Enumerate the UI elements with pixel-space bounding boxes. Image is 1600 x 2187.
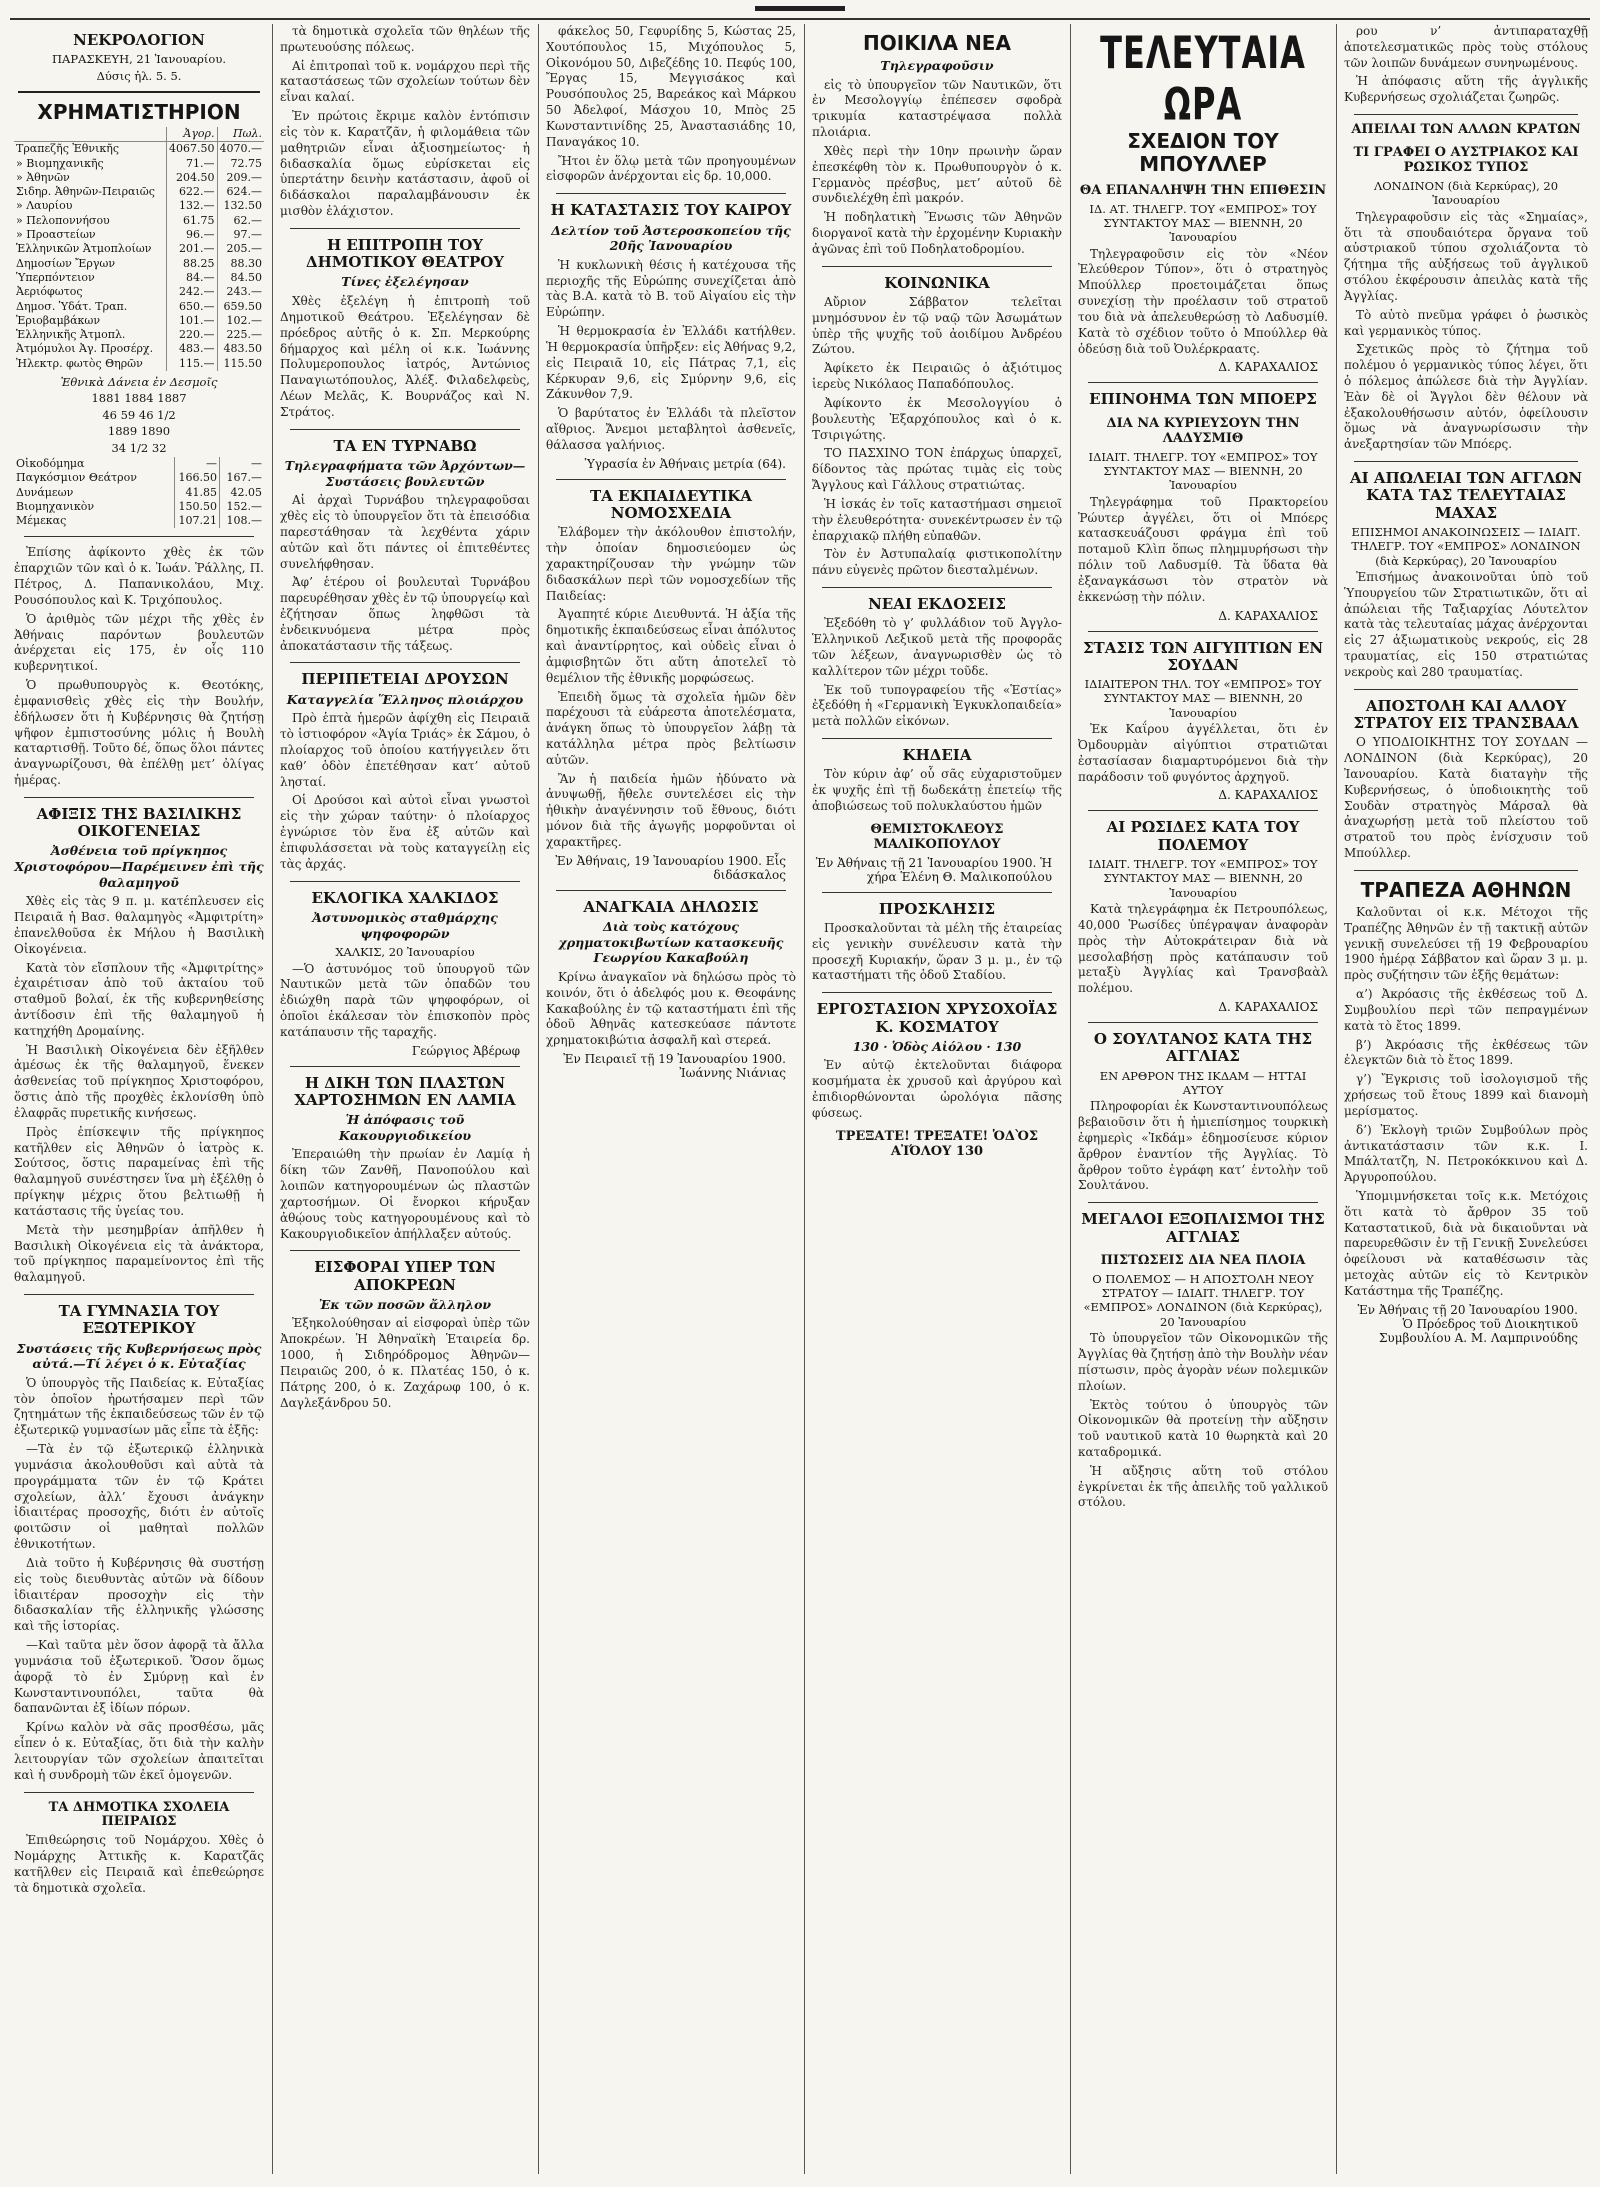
stock-price: 167.—	[220, 471, 265, 485]
stock-price: 622.—	[167, 185, 218, 199]
signature: Ἐν Ἀθήναις τῇ 21 Ἰανουαρίου 1900. Ἡ χήρα Ἑλένη Θ. Μαλικοπούλου	[815, 855, 1052, 884]
stock-price: 88.25	[167, 257, 218, 271]
article-title: ΣΧΕΔΙΟΝ ΤΟΥ ΜΠΟΥΛΛΕΡ	[1127, 128, 1279, 176]
dateline: ΕΠΙΣΗΜΟΙ ΑΝΑΚΟΙΝΩΣΕΙΣ — ΙΔΙΑΙΤ. ΤΗΛΕΓΡ. ΤΟΥ «ΕΜΠΡΟΣ» ΛΟΝΔΙΝΟΝ (διὰ Κερκύρας), 20 Ἰανουαρίου	[1351, 524, 1581, 568]
exchange-table-2	[14, 457, 264, 528]
advert-slogan: ΤΡΕΞΑΤΕ! ΤΡΕΞΑΤΕ! ὉΔῸΣ ΑἸΌΛΟΥ 130	[835, 1128, 1039, 1159]
article-subtitle: Τηλεγραφήματα τῶν Ἀρχόντων—Συστάσεις βουλευτῶν	[284, 457, 526, 489]
stock-price: 88.30	[217, 257, 264, 271]
stock-price: 42.05	[220, 486, 265, 500]
article-title: ΑΦΙΞΙΣ ΤΗΣ ΒΑΣΙΛΙΚΗΣ ΟΙΚΟΓΕΝΕΙΑΣ	[36, 804, 242, 841]
article-title: ΑΙ ΡΩΣΙΔΕΣ ΚΑΤΑ ΤΟΥ ΠΟΛΕΜΟΥ	[1106, 818, 1300, 854]
signature: Ὑγρασία ἐν Ἀθήναις μετρία (64).	[584, 456, 786, 471]
signature: Ἐν Ἀθήναις τῇ 20 Ἰανουαρίου 1900. Ὁ Πρόεδρος τοῦ Διοικητικοῦ Συμβουλίου Α. Μ. Λαμπρινούδης	[1357, 1302, 1578, 1345]
article-title: ΤΡΑΠΕΖΑ ΑΘΗΝΩΝ	[1360, 877, 1572, 902]
stock-price: 62.—	[217, 214, 264, 228]
signature: Ἐν Πειραιεῖ τῇ 19 Ἰανουαρίου 1900. Ἰωάννης Νιάνιας	[563, 1052, 786, 1081]
signature: Δ. ΚΑΡΑΧΑΛΙΟΣ	[1218, 788, 1318, 803]
stock-price: 72.75	[217, 157, 264, 171]
table-row	[14, 185, 264, 199]
article-title: ΤΑ ΔΗΜΟΤΙΚΑ ΣΧΟΛΕΙΑ ΠΕΙΡΑΙΩΣ	[48, 1799, 230, 1830]
stock-name: Ἠλεκτρ. φωτὸς Θηρῶν	[16, 356, 143, 370]
header-ornament	[755, 6, 845, 11]
loans-line: 46 59 46 1/2	[102, 407, 176, 422]
article-subtitle: ΤΙ ΓΡΑΦΕΙ Ο ΑΥΣΤΡΙΑΚΟΣ ΚΑΙ ΡΩΣΙΚΟΣ ΤΥΠΟΣ	[1353, 145, 1579, 176]
dateline: ΙΔΙΑΙΤ. ΤΗΛΕΓΡ. ΤΟΥ «ΕΜΠΡΟΣ» ΤΟΥ ΣΥΝΤΑΚΤΟΥ ΜΑΣ — ΒΙΕΝΝΗ, 20 Ἰανουαρίου	[1088, 856, 1318, 900]
column-4: ΠΟΙΚΙΛΑ ΝΕΑ Τηλεγραφοῦσιν εἰς τὸ ὑπουργεῖον τῶν Ναυτικῶν, ὅτι ἐν Μεσολογγίῳ ἐπέπεσεν σφοδρὰ τρικυμία καταστρέψασα πολλὰ πλοιάρια. Χθὲς περὶ τὴν 10ην πρωινὴν ὥραν ἐπεσκέφθη τὸν κ. Πρωθυπουργὸν ὁ κ. Γερμανὸς πρέσβυς, μετ’ αὐτοῦ δὲ συνδιελέχθη ἐπὶ μακρόν. Ἡ ποδηλατικὴ Ἕνωσις τῶν Ἀθηνῶν διοργανοῖ κατὰ τὴν ἐρχομένην Κυριακὴν ἀγῶνας ἐπὶ τοῦ Ποδηλατοδρομίου. ΚΟΙΝΩΝΙΚΑ Αὔριον Σάββατον τελεῖται μνημόσυνον ἐν τῷ ναῷ τῶν Ἀσωμάτων ὑπὲρ τῆς ψυχῆς τοῦ ἀοιδίμου Ἀνδρέου Ζώτου. Ἀφίκετο ἐκ Πειραιῶς ὁ ἀξιότιμος ἱερεὺς Νικόλαος Παπαδόπουλος. Ἀφίκοντο ἐκ Μεσολογγίου ὁ βουλευτὴς Ἐξαρχόπουλος καὶ ὁ κ. Τσιριγώτης. ΤΟ ΠΑΣΧΙΝΟ ΤΟΝ ἐπάρχως ὑπαρχεῖ, δίδοντος τὰς πρώτας τιμὰς εἰς τοὺς Ἄγγλους καὶ Γάλλους στρατιώτας. Ἡ ἰσκάς ἐν τοῖς καταστήμασι σημειοῖ τὴν ἐλευθερότητα· συνεκέντρωσεν ἐν τῷ ἐπαρχιακῷ πλήθη εὐπαθῶν. Τὸν ἐν Ἀστυπαλαίᾳ φιστικοπολίτην πάνυ εὐγενὲς πρῶτον διεσταλμένων. ΝΕΑΙ ΕΚΔΟΣΕΙΣ Ἐξεδόθη τὸ γ’ φυλλάδιον τοῦ Ἀγγλο-Ἑλληνικοῦ Λεξικοῦ μετὰ τῆς προφορᾶς τῶν λέξεων, ἀναγνωρισθὲν ὡς τὸ καλλίτερον τῶν μέχρι τοῦδε. Ἐκ τοῦ τυπογραφείου τῆς «Ἑστίας» ἐξεδόθη ἡ «Γερμανικὴ Ἐγκυκλοπαιδεία» μετὰ πολλῶν εἰκόνων. ΚΗΔΕΙΑ Τὸν κύριν ἀφ’ οὗ σᾶς εὐχαριστοῦμεν ἐκ ψυχῆς ἐπὶ τῇ δωδεκάτῃ ἐπετείῳ τῆς ἀποβιώσεως τοῦ πολυκλαύστου ἡμῶν ΘΕΜΙΣΤΟΚΛΕΟΥΣ ΜΑΛΙΚΟΠΟΥΛΟΥ Ἐν Ἀθήναις τῇ 21 Ἰανουαρίου 1900. Ἡ χήρα Ἑλένη Θ. Μαλικοπούλου ΠΡΟΣΚΛΗΣΙΣ Προσκαλοῦνται τὰ μέλη τῆς ἑταιρείας εἰς γενικὴν συνέλευσιν κατὰ τὴν προσεχῆ Κυριακήν, ὥραν 3 μ. μ., ἐν τῷ καταστήματι τῆς ὁδοῦ Σταδίου. ΕΡΓΟΣΤΑΣΙΟΝ ΧΡΥΣΟΧΟΪΑΣ Κ. ΚΟΣΜΑΤΟΥ 130 · Ὁδὸς Αἰόλου · 130 Ἐν αὐτῷ ἐκτελοῦνται διάφορα κοσμήματα ἐκ χρυσοῦ καὶ ἀργύρου καὶ ἐπιδιορθώνονται ὡρολόγια πᾶσης φύσεως. ΤΡΕΞΑΤΕ! ΤΡΕΞΑΤΕ! ὉΔῸΣ ΑἸΌΛΟΥ 130	[812, 31, 1062, 1159]
stock-price: 650.—	[167, 300, 218, 314]
article-subtitle: Ἡ ἀπόφασις τοῦ Κακουργιοδικείου	[338, 1112, 472, 1143]
table-row	[14, 314, 264, 328]
exchange-table	[14, 127, 264, 371]
table-row	[14, 271, 264, 285]
article-subtitle: Καταγγελία Ἕλληνος πλοιάρχου	[286, 691, 524, 707]
stock-price: 84.—	[167, 271, 218, 285]
table-row	[14, 342, 264, 356]
article-title: ΑΠΕΙΛΑΙ ΤΩΝ ΑΛΛΩΝ ΚΡΑΤΩΝ	[1351, 122, 1581, 138]
table-row	[14, 514, 264, 528]
dateline: ΙΔ. ΑΤ. ΤΗΛΕΓΡ. ΤΟΥ «ΕΜΠΡΟΣ» ΤΟΥ ΣΥΝΤΑΚΤΟΥ ΜΑΣ — ΒΙΕΝΝΗ, 20 Ἰανουαρίου	[1089, 201, 1317, 245]
stock-name: Ἑλληνικῶν Ἀτμοπλοίων	[16, 242, 152, 256]
article-title: ΜΕΓΑΛΟΙ ΕΞΟΠΛΙΣΜΟΙ ΤΗΣ ΑΓΓΛΙΑΣ	[1081, 1210, 1325, 1246]
column-6: ρου ν’ ἀντιπαραταχθῇ ἀποτελεσματικῶς πρὸς τοὺς στόλους τῶν λοιπῶν δυνάμεων συνηνωμένους. Ἡ ἀπόφασις αὕτη τῆς ἀγγλικῆς Κυβερνήσεως σχολιάζεται ζωηρῶς. ΑΠΕΙΛΑΙ ΤΩΝ ΑΛΛΩΝ ΚΡΑΤΩΝ ΤΙ ΓΡΑΦΕΙ Ο ΑΥΣΤΡΙΑΚΟΣ ΚΑΙ ΡΩΣΙΚΟΣ ΤΥΠΟΣ ΛΟΝΔΙΝΟΝ (διὰ Κερκύρας), 20 Ἰανουαρίου Τηλεγραφοῦσιν εἰς τὰς «Σημαίας», ὅτι τὰ σπουδαιότερα ὄργανα τοῦ αὐστριακοῦ τύπου σχολιάζοντα τὸ ζήτημα τῆς αὐξήσεως τοῦ ἀγγλικοῦ στόλου ἐκφέρουσιν ἀπειλὰς κατὰ τῆς Ἀγγλίας. Τὸ αὐτὸ πνεῦμα γράφει ὁ ῥωσικὸς καὶ γερμανικὸς τύπος. Σχετικῶς πρὸς τὸ ζήτημα τοῦ πολέμου ὁ γερμανικὸς τύπος λέγει, ὅτι ὁ πόλεμος ἀπώλεσε διὰ τὴν Ἀγγλίαν. Ἐὰν δὲ οἱ Ἄγγλοι δὲν θέλουν νὰ ἐξακολουθήσωσιν αὐτόν, ὀφείλουσιν ὅμως νὰ ἀναγνωρίσωσιν τὴν ἀνεξαρτησίαν τῶν Μπόερς. ΑΙ ΑΠΩΛΕΙΑΙ ΤΩΝ ΑΓΓΛΩΝ ΚΑΤΑ ΤΑΣ ΤΕΛΕΥΤΑΙΑΣ ΜΑΧΑΣ ΕΠΙΣΗΜΟΙ ΑΝΑΚΟΙΝΩΣΕΙΣ — ΙΔΙΑΙΤ. ΤΗΛΕΓΡ. ΤΟΥ «ΕΜΠΡΟΣ» ΛΟΝΔΙΝΟΝ (διὰ Κερκύρας), 20 Ἰανουαρίου Ἐπισήμως ἀνακοινοῦται ὑπὸ τοῦ Ὑπουργείου τῶν Στρατιωτικῶν, ὅτι αἱ ἀπώλειαι τῆς Ταξιαρχίας Λόυτελτον κατὰ τὰς τελευταίας μάχας ἀνέρχονται εἰς 27 ἀξιωματικοὺς νεκρούς, εἰς 28 τραυματίας, εἰς 150 στρατιώτας νεκροὺς καὶ 280 τραυματίας. ΑΠΟΣΤΟΛΗ ΚΑΙ ΑΛΛΟΥ ΣΤΡΑΤΟΥ ΕΙΣ ΤΡΑΝΣΒΑΑΛ Ο ΥΠΟΔΙΟΙΚΗΤΗΣ ΤΟΥ ΣΟΥΔΑΝ — ΛΟΝΔΙΝΟΝ (διὰ Κερκύρας), 20 Ἰανουαρίου. Κατὰ διαταγὴν τῆς Κυβερνήσεως, ὁ ὑποδιοικητὴς τοῦ Σουδὰν στρατηγὸς Μάρσαλ θὰ ἀναχωρήσῃ μετὰ τοῦ πλείστου τοῦ στρατοῦ του πρὸς ἐνίσχυσιν τοῦ Μπούλλερ. ΤΡΑΠΕΖΑ ΑΘΗΝΩΝ Καλοῦνται οἱ κ.κ. Μέτοχοι τῆς Τραπέζης Ἀθηνῶν ἐν τῇ τακτικῇ αὐτῶν γενικῇ συνελεύσει τῇ 19 Φεβρουαρίου 1900 ἡμέρᾳ Σάββατον καὶ ὥραν 3 μ. μ. πρὸς συζήτησιν τῶν ἑξῆς θεμάτων: α’) Ἀκρόασις τῆς ἐκθέσεως τοῦ Δ. Συμβουλίου περὶ τῶν πεπραγμένων κατὰ τὸ ἔτος 1899. β’) Ἀκρόασις τῆς ἐκθέσεως τῶν ἐλεγκτῶν διὰ τὸ ἔτος 1899. γ’) Ἔγκρισις τοῦ ἰσολογισμοῦ τῆς χρήσεως τοῦ ἔτους 1899 καὶ διανομὴ μερίσματος. δ’) Ἐκλογὴ τριῶν Συμβούλων πρὸς ἀντικατάστασιν τῶν κ.κ. Ι. Μπάλτατζη, Ν. Πετροκόκκινου καὶ Δ. Ἀργυροπούλου. Ὑπομιμνήσκεται τοῖς κ.κ. Μετόχοις ὅτι κατὰ τὸ ἄρθρον 35 τοῦ Καταστατικοῦ, διὰ νὰ δικαιοῦνται νὰ παρευρεθῶσιν ἐν τῇ Γενικῇ Συνελεύσει ὀφείλουσι νὰ καταθέσωσιν τὰς μετοχὰς αὐτῶν εἰς τὸ Κεντρικὸν Κατάστημα τῆς Τραπέζης. Ἐν Ἀθήναις τῇ 20 Ἰανουαρίου 1900. Ὁ Πρόεδρος τοῦ Διοικητικοῦ Συμβουλίου Α. Μ. Λαμπρινούδης	[1344, 24, 1588, 1345]
exchange-title: ΧΡΗΜΑΤΙΣΤΗΡΙΟΝ	[37, 100, 241, 124]
stock-price: 115.50	[217, 357, 264, 371]
stock-name: » Ἀθηνῶν	[16, 170, 70, 184]
stock-price: 659.50	[217, 300, 264, 314]
dateline: ΙΔΙΑΙΤΕΡΟΝ ΤΗΛ. ΤΟΥ «ΕΜΠΡΟΣ» ΤΟΥ ΣΥΝΤΑΚΤΟΥ ΜΑΣ — ΒΙΕΝΝΗ, 20 Ἰανουαρίου	[1084, 677, 1322, 720]
table-row	[14, 257, 264, 271]
stock-name: » Βιομηχανικῆς	[16, 156, 104, 170]
stock-price: 242.—	[167, 285, 218, 299]
date-line: ΠΑΡΑΣΚΕΥΗ, 21 Ἰανουαρίου.	[52, 52, 226, 67]
table-row	[14, 199, 264, 213]
dateline: ΙΔΙΑΙΤ. ΤΗΛΕΓΡ. ΤΟΥ «ΕΜΠΡΟΣ» ΤΟΥ ΣΥΝΤΑΚΤΟΥ ΜΑΣ — ΒΙΕΝΝΗ, 20 Ἰανουαρίου	[1088, 449, 1318, 493]
stock-price: 201.—	[167, 242, 218, 256]
stock-name: Σιδηρ. Ἀθηνῶν-Πειραιῶς	[16, 185, 155, 199]
deceased-name: ΘΕΜΙΣΤΟΚΛΕΟΥΣ ΜΑΛΙΚΟΠΟΥΛΟΥ	[870, 821, 1004, 852]
article-subtitle: Ἀσθένεια τοῦ πρίγκηπος Χριστοφόρου—Παρέμεινεν ἐπὶ τῆς θαλαμηγοῦ	[14, 843, 264, 890]
article-title: Η ΕΠΙΤΡΟΠΗ ΤΟΥ ΔΗΜΟΤΙΚΟΥ ΘΕΑΤΡΟΥ	[305, 235, 505, 272]
loans-title: Ἐθνικὰ Δάνεια ἐν Δεσμοῖς	[60, 375, 218, 390]
column-2: τὰ δημοτικὰ σχολεῖα τῶν θηλέων τῆς πρωτευούσης πόλεως. Αἱ ἐπιτροπαὶ τοῦ κ. νομάρχου περὶ τῆς καταστάσεως τῶν σχολείων τούτων δὲν εἶναι καλαί. Ἐν πρώτοις ἔκριμε καλὸν ἐντόπισιν εἰς τὸν κ. Καρατζᾶν, ἡ φιλομάθεια τῶν μαθητριῶν εἶναι ἀξιοσημείωτος· ἡ διδασκαλία ὅμως εὐρίσκεται εἰς ὑπερτάτην δεινὴν κατάστασιν, ἀφοῦ οἱ διδάσκαλοι παραλαμβάνουσιν ἐκ μισθὸν ἐλάχιστον. Η ΕΠΙΤΡΟΠΗ ΤΟΥ ΔΗΜΟΤΙΚΟΥ ΘΕΑΤΡΟΥ Τίνες ἐξελέγησαν Χθὲς ἐξελέγη ἡ ἐπιτροπὴ τοῦ Δημοτικοῦ Θεάτρου. Ἐξελέγησαν δὲ πρόεδρος αὐτῆς ὁ κ. Σπ. Μερκούρης δήμαρχος καὶ μέλη οἱ κ.κ. Ἰωάννης Πολυμεροπουλος ἰατρός, Ἀντώνιος Παναγιωτόπουλος, Ἀλέξ. Φιλαδελφεὺς, Λέων Μελᾶς, Κ. Βουρνάζος καὶ Ν. Στράτος. ΤΑ ΕΝ ΤΥΡΝΑΒΩ Τηλεγραφήματα τῶν Ἀρχόντων—Συστάσεις βουλευτῶν Αἱ ἀρχαὶ Τυρνάβου τηλεγραφοῦσαι χθὲς εἰς τὸ ὑπουργεῖον ὅτι τὰ ἐπεισόδια παρεστάθησαν τὰ λεχθέντα χάριν αὐτῶν καὶ ὅτι πάντες οἱ ἐπιτεθέντες συνελήφθησαν. Ἀφ’ ἑτέρου οἱ βουλευταὶ Τυρνάβου παρευρέθησαν χθὲς ἐν τῷ ὑπουργείῳ καὶ ἐζήτησαν ὅπως ληφθῶσι τὰ ἐνδεικνυόμενα μέτρα πρὸς ἀποκατάστασιν τῆς τάξεως. ΠΕΡΙΠΕΤΕΙΑΙ ΔΡΟΥΣΩΝ Καταγγελία Ἕλληνος πλοιάρχου Πρὸ ἑπτὰ ἡμερῶν ἀφίχθη εἰς Πειραιᾶ τὸ ἱστιοφόρον «Ἁγία Τριάς» ἐκ Σάμου, ὁ πλοίαρχος τοῦ ὁποίου κατήγγειλεν ὅτι καθ’ ὁδὸν ἐπετέθησαν κατ’ αὐτοῦ λησταί. Οἱ Δρούσοι καὶ αὐτοὶ εἶναι γνωστοὶ εἰς τὴν χώραν ταύτην· ὁ πλοίαρχος ἐγνώρισε τὸν ἕνα ἐξ αὐτῶν καὶ ἐπιφυλάσσεται νὰ τοὺς καταγγείλῃ εἰς τὰς ἀρχάς. ΕΚΛΟΓΙΚΑ ΧΑΛΚΙΔΟΣ Ἀστυνομικὸς σταθμάρχης ψηφοφορῶν ΧΑΛΚΙΣ, 20 Ἰανουαρίου —Ὁ ἀστυνόμος τοῦ ὑπουργοῦ τῶν Ναυτικῶν μετὰ τῶν ὀπαδῶν του ἐδιώχθη παρὰ τῶν ψηφοφόρων, οἱ ὁποῖοι ἐκάλεσαν τὸν ἐπισκοπὸν πρὸς κατάπαυσιν τῆς ταραχῆς. Γεώργιος Ἀβέρωφ Η ΔΙΚΗ ΤΩΝ ΠΛΑΣΤΩΝ ΧΑΡΤΟΣΗΜΩΝ ΕΝ ΛΑΜΙΑ Ἡ ἀπόφασις τοῦ Κακουργιοδικείου Ἐπεραιώθη τὴν πρωίαν ἐν Λαμίᾳ ἡ δίκη τῶν Ζανθῆ, Πανοπούλου καὶ λοιπῶν κατηγορουμένων ὡς πλαστῶν χαρτοσήμων. Οἱ ἔνορκοι κήρυξαν ἀθῴους τοὺς κατηγορουμένους καὶ τὸ Κακουργιοδικεῖον ἀπήλλαξεν αὐτούς. ΕΙΣΦΟΡΑΙ ΥΠΕΡ ΤΩΝ ΑΠΟΚΡΕΩΝ Ἐκ τῶν ποσῶν ἄλληλον Ἐξηκολούθησαν αἱ εἰσφοραὶ ὑπὲρ τῶν Ἀποκρέων. Ἡ Ἀθηναϊκὴ Ἑταιρεία δρ. 1000, ἡ Σιδηρόδρομος Ἀθηνῶν—Πειραιῶς 200, ὁ κ. Πλατέας 150, ὁ κ. Πάτρης 200, ὁ κ. Ζαχάρωφ 100, ὁ κ. Δαγλεξάνδρου 50.	[280, 24, 530, 1410]
stock-name: Ὑπερπόντειον	[16, 270, 95, 284]
signature: Δ. ΚΑΡΑΧΑΛΙΟΣ	[1218, 360, 1318, 375]
signature: Δ. ΚΑΡΑΧΑΛΙΟΣ	[1218, 1000, 1318, 1015]
stock-price: 4067.50	[167, 142, 218, 157]
stock-price: 483.50	[217, 342, 264, 356]
table-row	[14, 300, 264, 314]
stock-name: » Προαστείων	[16, 228, 96, 242]
article-title: Ο ΣΟΥΛΤΑΝΟΣ ΚΑΤΑ ΤΗΣ ΑΓΓΛΙΑΣ	[1093, 1030, 1313, 1066]
stock-name: Μέμεκας	[16, 514, 67, 528]
table-row	[14, 357, 264, 371]
stock-price: 84.50	[217, 271, 264, 285]
article-subtitle: ΠΙΣΤΩΣΕΙΣ ΔΙΑ ΝΕΑ ΠΛΟΙΑ	[1100, 1252, 1306, 1268]
stock-price: 61.75	[167, 214, 218, 228]
table-row	[14, 457, 264, 471]
article-title: ΤΑ ΕΚΠΑΙΔΕΥΤΙΚΑ ΝΟΜΟΣΧΕΔΙΑ	[590, 486, 752, 522]
table-header-row: Ἀγορ. Πωλ.	[14, 127, 264, 142]
table-row	[14, 500, 264, 514]
article-title: ΤΑ ΕΝ ΤΥΡΝΑΒΩ	[333, 436, 477, 455]
stock-name: Δυνάμεων	[16, 485, 74, 499]
table-row	[14, 228, 264, 242]
stock-name: Δημοσίων Ἔργων	[16, 256, 116, 270]
article-subtitle: Δελτίον τοῦ Ἀστεροσκοπείου τῆς 20ῆς Ἰανουαρίου	[551, 222, 791, 254]
table-row	[14, 328, 264, 342]
stock-price: 624.—	[217, 185, 264, 199]
stock-price: 152.—	[220, 500, 265, 514]
column-5: ΤΕΛΕΥΤΑΙΑ ΩΡΑ ΣΧΕΔΙΟΝ ΤΟΥ ΜΠΟΥΛΛΕΡ ΘΑ ΕΠΑΝΑΛΗΨΗ ΤΗΝ ΕΠΙΘΕΣΙΝ ΙΔ. ΑΤ. ΤΗΛΕΓΡ. ΤΟΥ «ΕΜΠΡΟΣ» ΤΟΥ ΣΥΝΤΑΚΤΟΥ ΜΑΣ — ΒΙΕΝΝΗ, 20 Ἰανουαρίου Τηλεγραφοῦσιν εἰς τὸν «Νέον Ἐλεύθερον Τύπον», ὅτι ὁ στρατηγὸς Μπούλλερ προετοιμάζεται ὅπως συνεχίσῃ τὴν προέλασιν τοῦ στρατοῦ του διὰ νὰ ἀπελευθερώσῃ τὸ Λαδυσμίθ. Κατὰ τὸ σχέδιον τοῦτο ὁ Μπούλλερ θὰ ὁδεύσῃ διὰ τοῦ Ὀυλέρκραατς. Δ. ΚΑΡΑΧΑΛΙΟΣ ΕΠΙΝΟΗΜΑ ΤΩΝ ΜΠΟΕΡΣ ΔΙΑ ΝΑ ΚΥΡΙΕΥΣΟΥΝ ΤΗΝ ΛΑΔΥΣΜΙΘ ΙΔΙΑΙΤ. ΤΗΛΕΓΡ. ΤΟΥ «ΕΜΠΡΟΣ» ΤΟΥ ΣΥΝΤΑΚΤΟΥ ΜΑΣ — ΒΙΕΝΝΗ, 20 Ἰανουαρίου Τηλεγράφημα τοῦ Πρακτορείου Ῥώυτερ ἀγγέλει, ὅτι οἱ Μπόερς κατασκευάζουσι φράγμα ἐπὶ τοῦ ποταμοῦ Κλὶπ ὅπως πλημμυρήσωσι τὴν πόλιν τοῦ Λαδυσμίθ. Τὰ ὕδατα θὰ ἐξαναγκάσωσι τὸν στρατὸν νὰ ἐκκενώσῃ τὴν πόλιν. Δ. ΚΑΡΑΧΑΛΙΟΣ ΣΤΑΣΙΣ ΤΩΝ ΑΙΓΥΠΤΙΩΝ ΕΝ ΣΟΥΔΑΝ ΙΔΙΑΙΤΕΡΟΝ ΤΗΛ. ΤΟΥ «ΕΜΠΡΟΣ» ΤΟΥ ΣΥΝΤΑΚΤΟΥ ΜΑΣ — ΒΙΕΝΝΗ, 20 Ἰανουαρίου Ἐκ Καΐρου ἀγγέλλεται, ὅτι ἐν Ὀμδουρμὰν αἰγύπτιοι στρατιῶται ἐστασίασαν διαμαρτυρόμενοι διὰ τὴν παράδοσιν τοῦ φυγόντος ἀρχηγοῦ. Δ. ΚΑΡΑΧΑΛΙΟΣ ΑΙ ΡΩΣΙΔΕΣ ΚΑΤΑ ΤΟΥ ΠΟΛΕΜΟΥ ΙΔΙΑΙΤ. ΤΗΛΕΓΡ. ΤΟΥ «ΕΜΠΡΟΣ» ΤΟΥ ΣΥΝΤΑΚΤΟΥ ΜΑΣ — ΒΙΕΝΝΗ, 20 Ἰανουαρίου Κατὰ τηλεγράφημα ἐκ Πετρουπόλεως, 40,000 Ῥωσίδες ὑπέγραψαν ἀναφορὰν πρὸς τὴν Αὐτοκράτειραν διὰ νὰ μεσολαβήσῃ πρὸς κατάπαυσιν τοῦ μεταξὺ Ἀγγλίας καὶ Τρανσβαὰλ πολέμου. Δ. ΚΑΡΑΧΑΛΙΟΣ Ο ΣΟΥΛΤΑΝΟΣ ΚΑΤΑ ΤΗΣ ΑΓΓΛΙΑΣ ΕΝ ΑΡΘΡΟΝ ΤΗΣ ΙΚΔΑΜ — ΗΤΤΑΙ ΑΥΤΟΥ Πληροφορίαι ἐκ Κωνσταντινουπόλεως βεβαιοῦσιν ὅτι ἡ ἡμιεπίσημος τουρκικὴ ἐφημερὶς «Ἰκδάμ» ἐδημοσίευσε κύριον ἄρθρον ἐναντίον τῆς Ἀγγλίας. Τὸ ἄρθρον τοῦτο ἐγράφη κατ’ ἐντολὴν τοῦ Σουλτάνου. ΜΕΓΑΛΟΙ ΕΞΟΠΛΙΣΜΟΙ ΤΗΣ ΑΓΓΛΙΑΣ ΠΙΣΤΩΣΕΙΣ ΔΙΑ ΝΕΑ ΠΛΟΙΑ Ο ΠΟΛΕΜΟΣ — Η ΑΠΟΣΤΟΛΗ ΝΕΟΥ ΣΤΡΑΤΟΥ — ΙΔΙΑΙΤ. ΤΗΛΕΓΡ. ΤΟΥ «ΕΜΠΡΟΣ» ΛΟΝΔΙΝΟΝ (διὰ Κερκύρας), 20 Ἰανουαρίου Τὸ ὑπουργεῖον τῶν Οἰκονομικῶν τῆς Ἀγγλίας θὰ ζητήσῃ ἀπὸ τὴν Βουλὴν νέαν πίστωσιν, πρὸς ἀγορὰν νέων πολεμικῶν πλοίων. Ἐκτὸς τούτου ὁ ὑπουργὸς τῶν Οἰκονομικῶν θὰ προτείνῃ τὴν αὔξησιν τοῦ ναυτικοῦ κατὰ 10 θωρηκτὰ καὶ 20 καταδρομικά. Ἡ αὔξησις αὕτη τοῦ στόλου ἐγκρίνεται ἐκ τῆς ἀπειλῆς τοῦ γαλλικοῦ στόλου.	[1078, 25, 1328, 1510]
stock-price: —	[175, 457, 220, 471]
signature: Δ. ΚΑΡΑΧΑΛΙΟΣ	[1218, 608, 1318, 623]
stock-price: 41.85	[175, 486, 220, 500]
stock-name: Ἑλληνικῆς Ἀτμοπλ.	[16, 328, 126, 342]
stock-price: 4070.—	[217, 142, 264, 157]
dateline: Ο ΠΟΛΕΜΟΣ — Η ΑΠΟΣΤΟΛΗ ΝΕΟΥ ΣΤΡΑΤΟΥ — ΙΔΙΑΙΤ. ΤΗΛΕΓΡ. ΤΟΥ «ΕΜΠΡΟΣ» ΛΟΝΔΙΝΟΝ (διὰ Κερκύρας), 20 Ἰανουαρίου	[1083, 1271, 1323, 1329]
article-title: ΠΕΡΙΠΕΤΕΙΑΙ ΔΡΟΥΣΩΝ	[301, 670, 509, 689]
stock-price: 132.—	[167, 199, 218, 213]
last-hour-banner: ΤΕΛΕΥΤΑΙΑ ΩΡΑ	[1100, 25, 1306, 131]
article-title: ΑΙ ΑΠΩΛΕΙΑΙ ΤΩΝ ΑΓΓΛΩΝ ΚΑΤΑ ΤΑΣ ΤΕΛΕΥΤΑΙΑΣ ΜΑΧΑΣ	[1349, 469, 1583, 522]
stock-name: Τραπεζῆς Ἐθνικῆς	[16, 142, 120, 156]
stock-price: 225.—	[217, 328, 264, 342]
stock-price: 132.50	[217, 199, 264, 213]
advert-title: ΕΡΓΟΣΤΑΣΙΟΝ ΧΡΥΣΟΧΟΪΑΣ Κ. ΚΟΣΜΑΤΟΥ	[816, 1000, 1058, 1036]
article-subtitle: Συστάσεις τῆς Κυβερνήσεως πρὸς αὐτά.—Τί λέγει ὁ κ. Εὐταξίας	[16, 1340, 262, 1372]
stock-name: Βιομηχανικὸν	[16, 499, 95, 513]
table-row	[14, 157, 264, 171]
table-row	[14, 285, 264, 299]
col1-intro: Ἐπίσης ἀφίκοντο χθὲς ἐκ τῶν ἐπαρχιῶν τῶν καὶ ὁ κ. Ἰωάν. Ῥάλλης, Π. Πέτρος, Δ. Παπανικολάου, Μιχ. Ρουσόπουλος καὶ Κ. Τριχόπουλος. Ὁ ἀριθμὸς τῶν μέχρι τῆς χθὲς ἐν Ἀθήναις παρόντων βουλευτῶν ἀνέρχεται εἰς 175, ἐν οἷς 110 κυβερνητικοί. Ὁ πρωθυπουργὸς κ. Θεοτόκης, ἐμφανισθεὶς χθὲς εἰς τὴν Βουλήν, ἐδήλωσεν ὅτι ἡ Κυβέρνησις θὰ ζητήσῃ ψῆφον ἐμπιστοσύνης μόλις ἡ Βουλὴ καταρτισθῇ. Τοῦτο δέ, ὅπως ὅλοι πάντες ἀναγνωρίζουσι, θὰ ἐπέλθῃ μετ’ ὀλίγας ἡμέρας.	[14, 545, 264, 787]
article-title: ΠΡΟΣΚΛΗΣΙΣ	[878, 899, 996, 918]
table-row	[14, 471, 264, 485]
loans-line: 1889 1890	[107, 424, 171, 439]
dateline: ΛΟΝΔΙΝΟΝ (διὰ Κερκύρας), 20 Ἰανουαρίου	[1373, 178, 1559, 208]
sunset-line: Δύσις ἡλ. 5. 5.	[96, 68, 182, 83]
article-title: ΕΙΣΦΟΡΑΙ ΥΠΕΡ ΤΩΝ ΑΠΟΚΡΕΩΝ	[314, 1258, 496, 1294]
table-row	[14, 486, 264, 500]
stock-price: 102.—	[217, 314, 264, 328]
article-subtitle: Διὰ τοὺς κατόχους χρηματοκιβωτίων κατασκευῆς Γεωργίου Κακαβούλη	[558, 919, 784, 966]
stock-price: 483.—	[167, 342, 218, 356]
signature: Ἐν Ἀθήναις, 19 Ἰανουαρίου 1900. Εἷς διδάσκαλος	[555, 853, 786, 882]
stock-price: 150.50	[175, 500, 220, 514]
stock-price: 209.—	[217, 171, 264, 185]
stock-price: 220.—	[167, 328, 218, 342]
stock-name: Δημοσ. Ὑδάτ. Τραπ.	[16, 299, 128, 313]
stock-price: 204.50	[167, 171, 218, 185]
article-subtitle: ΘΑ ΕΠΑΝΑΛΗΨΗ ΤΗΝ ΕΠΙΘΕΣΙΝ	[1079, 182, 1327, 198]
article-title: Η ΔΙΚΗ ΤΩΝ ΠΛΑΣΤΩΝ ΧΑΡΤΟΣΗΜΩΝ ΕΝ ΛΑΜΙΑ	[294, 1073, 516, 1109]
article-title: ΝΕΑΙ ΕΚΔΟΣΕΙΣ	[868, 595, 1006, 614]
stock-name: Οἰκοδόμημα	[16, 456, 85, 470]
article-subtitle: Τίνες ἐξελέγησαν	[341, 274, 469, 290]
article-title: ΑΠΟΣΤΟΛΗ ΚΑΙ ΑΛΛΟΥ ΣΤΡΑΤΟΥ ΕΙΣ ΤΡΑΝΣΒΑΑΛ	[1353, 696, 1579, 733]
stock-name: Παγκόσμιον Θεάτρον	[16, 471, 137, 485]
stock-name: Ἀεριόφωτος	[16, 285, 83, 299]
signature: Γεώργιος Ἀβέρωφ	[411, 1043, 520, 1058]
advert-address: 130 · Ὁδὸς Αἰόλου · 130	[852, 1038, 1022, 1054]
stock-price: 101.—	[167, 314, 218, 328]
stock-price: 97.—	[217, 228, 264, 242]
column-3: φάκελος 50, Γεφυρίδης 5, Κώστας 25, Χουτόπουλος 15, Μιχόπουλος 5, Οἰκονόμου 50, Διβεζέδης 10. Πεφύς 100, Ἔργας 15, Μεγγισάκος καὶ Ρουσόπουλος 25, Βαρεάκος καὶ Μάρκου 50 Ἀδελφοί, Μάσχου 10, Μπὸς 25 Κωνσταντινίδης 25, Ἀναστασιάδης 10, Παναγάκος 10. Ἤτοι ἐν ὅλῳ μετὰ τῶν προηγουμένων εἰσφορῶν ἀνέρχονται εἰς δρ. 10,000. Η ΚΑΤΑΣΤΑΣΙΣ ΤΟΥ ΚΑΙΡΟΥ Δελτίον τοῦ Ἀστεροσκοπείου τῆς 20ῆς Ἰανουαρίου Ἡ κυκλωνικὴ θέσις ἡ κατέχουσα τῆς περιοχῆς τῆς Εὐρώπης συνεχίζεται ἀπὸ τὰς Β.Α. κατὰ τὸ Β. τοῦ Αἰγαίου εἰς τὴν Εὐρώπην. Ἡ θερμοκρασία ἐν Ἑλλάδι κατήλθεν. Ἡ θερμοκρασία ὑπῆρξεν: εἰς Ἀθήνας 9,2, εἰς Πειραιᾶ 10, εἰς Πάτρας 7,1, εἰς Κέρκυραν 9,6, εἰς Σμύρνην 9,6, εἰς Ζάκυνθον 7,9. Ὁ βαρύτατος ἐν Ἑλλάδι τὰ πλεῖστον αἴθριος. Ἄνεμοι μεταβλητοὶ ἀσθενεῖς, θάλασσα γαλήνιος. Ὑγρασία ἐν Ἀθήναις μετρία (64). ΤΑ ΕΚΠΑΙΔΕΥΤΙΚΑ ΝΟΜΟΣΧΕΔΙΑ Ἐλάβομεν τὴν ἀκόλουθον ἐπιστολήν, τὴν ὁποίαν δημοσιεύομεν ὡς χαρακτηρίζουσαν τὴν γνώμην τῶν διδασκάλων περὶ τῶν νομοσχεδίων τῆς Παιδείας: Ἀγαπητέ κύριε Διευθυντά. Ἡ ἀξία τῆς δημοτικῆς ἐκπαιδεύσεως εἶναι ἀπόλυτος καὶ ἀναντίρρητος, καὶ οὐδεὶς εἶναι ὁ ἀμφισβητῶν ὅτι αὕτη ἀποτελεῖ τὸ θεμέλιον τῆς ἐθνικῆς μορφώσεως. Ἐπειδὴ ὅμως τὰ σχολεῖα ἡμῶν δὲν παρέχουσι τὰ εὐάρεστα ἀποτελέσματα, ἀνάγκη ὅπως τὸ ὑπουργεῖον λάβῃ τὰ κατάλληλα μέτρα πρὸς βελτίωσιν αὐτῶν. Ἂν ἡ παιδεία ἡμῶν ἠδύνατο νὰ ἀνυψωθῇ, ἤθελε συντελέσει εἰς τὴν ἠθικὴν ἀναγέννησιν τοῦ ἔθνους, διότι μόνον διὰ τῆς ἀγωγῆς μορφοῦνται οἱ χαρακτῆρες. Ἐν Ἀθήναις, 19 Ἰανουαρίου 1900. Εἷς διδάσκαλος ΑΝΑΓΚΑΙΑ ΔΗΛΩΣΙΣ Διὰ τοὺς κατόχους χρηματοκιβωτίων κατασκευῆς Γεωργίου Κακαβούλη Κρίνω ἀναγκαῖον νὰ δηλώσω πρὸς τὸ κοινόν, ὅτι ὁ ἀδελφός μου κ. Θεοφάνης Κακαβούλης ἐν τῷ καταστήματι ἐπὶ τῆς ὁδοῦ Ἀθηνᾶς κατεσκεύασε πάντοτε χρηματοκιβώτια ἀσφαλῆ καὶ στερεά. Ἐν Πειραιεῖ τῇ 19 Ἰανουαρίου 1900. Ἰωάννης Νιάνιας	[546, 24, 796, 1081]
stock-name: » Λαυρίου	[16, 199, 73, 213]
article-title: ΚΟΙΝΩΝΙΚΑ	[884, 273, 990, 292]
table-row	[14, 214, 264, 228]
article-subtitle: Τηλεγραφοῦσιν	[880, 58, 994, 73]
loans-line: 1881 1884 1887	[91, 391, 187, 406]
stock-price: —	[220, 457, 265, 471]
top-rule	[0, 0, 1600, 22]
stock-price: 96.—	[167, 228, 218, 242]
stock-price: 107.21	[175, 514, 220, 528]
header-rule	[10, 18, 1590, 20]
article-title: ΕΠΙΝΟΗΜΑ ΤΩΝ ΜΠΟΕΡΣ	[1089, 390, 1317, 409]
article-title: ΠΟΙΚΙΛΑ ΝΕΑ	[863, 31, 1011, 55]
article-subtitle: Ἐκ τῶν ποσῶν ἄλληλον	[318, 1296, 492, 1312]
article-title: Η ΚΑΤΑΣΤΑΣΙΣ ΤΟΥ ΚΑΙΡΟΥ	[550, 201, 792, 220]
column-1: ΝΕΚΡΟΛΟΓΙΟΝ ΠΑΡΑΣΚΕΥΗ, 21 Ἰανουαρίου. Δύσις ἡλ. 5. 5. ΧΡΗΜΑΤΙΣΤΗΡΙΟΝ Ἀγορ. Πωλ. Τραπεζῆς Ἐθνικῆς 4067.50 4070.— » Βιομηχανικῆς 71.— 72.75 » Ἀθηνῶν 204.50 209.— Σιδηρ. Ἀθηνῶν-Πειραιῶς 622.— 624.— » Λαυρίου 132.— 132.50 » Πελοποννήσου 61.75 62.— » Προαστείων 96.— 97.— Ἑλληνικῶν Ἀτμοπλοίων 201.— 205.— Δημοσίων Ἔργων 88.25 88.30 Ὑπερπόντειον 84.— 84.50 Ἀεριόφωτος 242.— 243.— Δημοσ. Ὑδάτ. Τραπ. 650.— 659.50 Ἐριοβαμβάκων 101.— 102.— Ἑλληνικῆς Ἀτμοπλ. 220.— 225.— Ἀτμόμυλοι Ἀγ. Προσέρχ. 483.— 483.50 Ἠλεκτρ. φωτὸς Θηρῶν 115.— 115.50 Ἐθνικὰ Δάνεια ἐν Δεσμοῖς 1881 1884 1887 46 59 46 1/2 1889 1890 34 1/2 32 Οἰκοδόμημα — — Παγκόσμιον Θεάτρον 166.50 167.— Δυνάμεων 41.85 42.05 Βιομηχανικὸν 150.50 152.— Μέμεκας 107.21 108.— Ἐπίσης ἀφίκοντο χθὲς ἐκ τῶν ἐπαρχιῶν τῶν καὶ ὁ κ. Ἰωάν. Ῥάλλης, Π. Πέτρος, Δ. Παπανικολάου, Μιχ. Ρουσόπουλος καὶ Κ. Τριχόπουλος. Ὁ ἀριθμὸς τῶν μέχρι τῆς χθὲς ἐν Ἀθήναις παρόντων βουλευτῶν ἀνέρχεται εἰς 175, ἐν οἷς 110 κυβερνητικοί. Ὁ πρωθυπουργὸς κ. Θεοτόκης, ἐμφανισθεὶς χθὲς εἰς τὴν Βουλήν, ἐδήλωσεν ὅτι ἡ Κυβέρνησις θὰ ζητήσῃ ψῆφον ἐμπιστοσύνης μόλις ἡ Βουλὴ καταρτισθῇ. Τοῦτο δέ, ὅπως ὅλοι πάντες ἀναγνωρίζουσι, θὰ ἐπέλθῃ μετ’ ὀλίγας ἡμέρας. ΑΦΙΞΙΣ ΤΗΣ ΒΑΣΙΛΙΚΗΣ ΟΙΚΟΓΕΝΕΙΑΣ Ἀσθένεια τοῦ πρίγκηπος Χριστοφόρου—Παρέμεινεν ἐπὶ τῆς θαλαμηγοῦ Χθὲς εἰς τὰς 9 π. μ. κατέπλευσεν εἰς Πειραιᾶ ἡ Βασ. θαλαμηγὸς «Ἀμφιτρίτη» ἐπανελθοῦσα ἐκ Μήλου ἡ Βασιλικὴ Οἰκογένεια. Κατὰ τὸν εἴσπλουν τῆς «Ἀμφιτρίτης» ἐχαιρέτισαν ἀπὸ τοῦ ἀκταίου τοῦ σταθμοῦ βολαί, ἐκ τῆς κυβερνηθείσης ἀντίδοσιν ἐπὶ τῆς θαλαμηγοῦ ἡ κατηχήθη Δρομαίνης. Ἡ Βασιλικὴ Οἰκογένεια δὲν ἐξῆλθεν ἀμέσως ἐκ τῆς θαλαμηγοῦ, ἕνεκεν ἀσθενείας τοῦ πρίγκηπος Χριστοφόρου, ὅστις ἀπὸ τῆς προχθὲς ἐκλονίσθη ὑπὸ ἐλαφρᾶς πυρετικῆς κινήσεως. Πρὸς ἐπίσκεψιν τῆς πρίγκηπος κατῆλθεν εἰς Ἀθηνῶν ὁ ἰατρὸς κ. Σούτσος, ὅστις παραμείνας ἐπὶ τῆς θαλαμηγοῦ συνέστησεν ἵνα μὴ ἐξέλθῃ ὁ πρίγκηψ μέχρις ὅτου βελτιωθῇ ἡ κατάστασις τῆς ὑγείας του. Μετὰ τὴν μεσημβρίαν ἀπῆλθεν ἡ Βασιλικὴ Οἰκογένεια εἰς τὰ ἀνάκτορα, τοῦ πρίγκηπος παραμείνοντος ἐπὶ τῆς θαλαμηγοῦ. ΤΑ ΓΥΜΝΑΣΙΑ ΤΟΥ ΕΞΩΤΕΡΙΚΟΥ Συστάσεις τῆς Κυβερνήσεως πρὸς αὐτά.—Τί λέγει ὁ κ. Εὐταξίας Ὁ ὑπουργὸς τῆς Παιδείας κ. Εὐταξίας τὸν ὁποῖον ἠρωτήσαμεν περὶ τῶν ζητημάτων τῆς ἐκπαιδεύσεως τῶν ἐν τῷ ἐξωτερικῷ γυμνασίων μᾶς εἶπε τὰ ἑξῆς: —Τὰ ἐν τῷ ἐξωτερικῷ ἑλληνικὰ γυμνάσια ἀκολουθοῦσι καὶ αὐτὰ τὰ προγράμματα τῶν ἐν τῷ Κράτει σχολείων, ἀλλ’ ἔχουσι ἀνάγκην ἰδιαιτέρας προσοχῆς, διότι ἐν αὐτοῖς φοιτῶσιν οἱ μαθηταὶ πολλῶν ἐθνικοτήτων. Διὰ τοῦτο ἡ Κυβέρνησις θὰ συστήσῃ εἰς τοὺς διευθυντὰς αὐτῶν νὰ δίδουν ἰδιαιτέραν προσοχὴν εἰς τὴν διδασκαλίαν τῆς ἑλληνικῆς γλώσσης καὶ τῆς ἱστορίας. —Καὶ ταῦτα μὲν ὅσον ἀφορᾷ τὰ ἄλλα γυμνάσια τοῦ ἐξωτερικοῦ. Ὅσον ὅμως ἀφορᾷ τὸ ἐν Σμύρνῃ καὶ ἐν Κωνσταντινουπόλει, ταῦτα θὰ δαπανῶνται ἐξ ἰδίων πόρων. Κρίνω καλὸν νὰ σᾶς προσθέσω, μᾶς εἶπεν ὁ κ. Εὐταξίας, ὅτι διὰ τὴν καλὴν λειτουργίαν τῶν σχολείων ἀπαιτεῖται καὶ ἡ συνδρομὴ τῶν ἐκεῖ ὁμογενῶν. ΤΑ ΔΗΜΟΤΙΚΑ ΣΧΟΛΕΙΑ ΠΕΙΡΑΙΩΣ Ἐπιθεώρησις τοῦ Νομάρχου. Χθὲς ὁ Νομάρχης Ἀττικῆς κ. Καρατζᾶς κατῆλθεν εἰς Πειραιᾶ καὶ ἐπεθεώρησε τὰ δημοτικὰ σχολεῖα.	[14, 31, 264, 1895]
article-title: ΤΑ ΓΥΜΝΑΣΙΑ ΤΟΥ ΕΞΩΤΕΡΙΚΟΥ	[58, 1302, 220, 1338]
article-title: ΚΗΔΕΙΑ	[902, 746, 972, 765]
article-title: ΕΚΛΟΓΙΚΑ ΧΑΛΚΙΔΟΣ	[311, 888, 499, 907]
stock-price: 243.—	[217, 285, 264, 299]
table-row	[14, 171, 264, 185]
table-row	[14, 242, 264, 256]
table-row	[14, 142, 264, 157]
article-title: ΣΤΑΣΙΣ ΤΩΝ ΑΙΓΥΠΤΙΩΝ ΕΝ ΣΟΥΔΑΝ	[1082, 638, 1324, 674]
article-subtitle: ΔΙΑ ΝΑ ΚΥΡΙΕΥΣΟΥΝ ΤΗΝ ΛΑΔΥΣΜΙΘ	[1106, 415, 1300, 446]
stock-price: 108.—	[220, 514, 265, 528]
stock-price: 166.50	[175, 471, 220, 485]
stock-name: » Πελοποννήσου	[16, 213, 110, 227]
loans-line: 34 1/2 32	[111, 440, 167, 455]
stock-name: Ἐριοβαμβάκων	[16, 313, 101, 327]
stock-name: Ἀτμόμυλοι Ἀγ. Προσέρχ.	[16, 342, 154, 356]
article-title: ΑΝΑΓΚΑΙΑ ΔΗΛΩΣΙΣ	[583, 897, 759, 916]
article-subtitle: ΕΝ ΑΡΘΡΟΝ ΤΗΣ ΙΚΔΑΜ — ΗΤΤΑΙ ΑΥΤΟΥ	[1099, 1068, 1307, 1097]
stock-price: 115.—	[167, 357, 218, 371]
stock-price: 205.—	[217, 242, 264, 256]
article-subtitle: Ἀστυνομικὸς σταθμάρχης ψηφοφορῶν	[312, 909, 498, 941]
obituary-masthead: ΝΕΚΡΟΛΟΓΙΟΝ	[73, 31, 205, 49]
dateline: ΧΑΛΚΙΣ, 20 Ἰανουαρίου	[335, 945, 475, 960]
stock-price: 71.—	[167, 157, 218, 171]
